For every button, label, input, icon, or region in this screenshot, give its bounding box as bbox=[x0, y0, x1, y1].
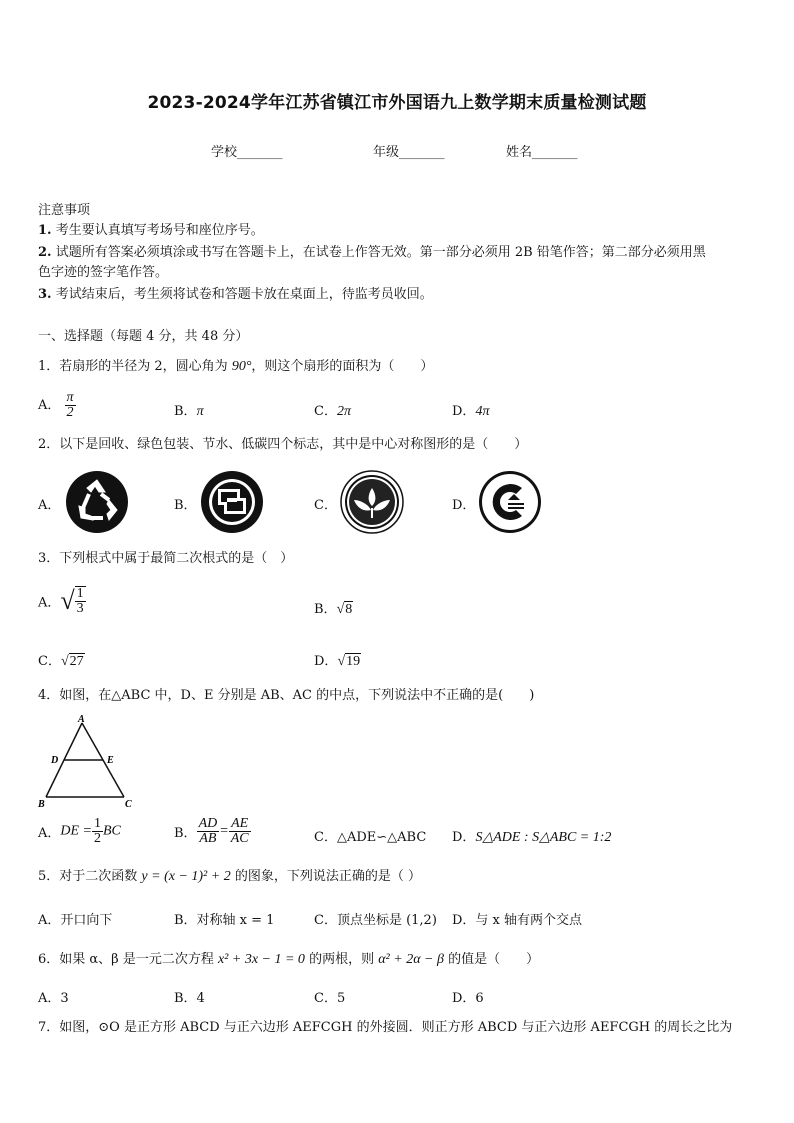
q1-option-b[interactable] bbox=[174, 400, 204, 420]
q3-option-d-label: D． bbox=[314, 654, 338, 669]
q1-option-a-label: A． bbox=[38, 398, 61, 413]
sqrt-sign: √ bbox=[60, 654, 69, 669]
q5-stem-part1: 5．对于二次函数 bbox=[38, 869, 142, 884]
fraction-numerator: π bbox=[66, 390, 74, 405]
note-2 bbox=[38, 243, 706, 263]
sqrt-sign: √ bbox=[60, 586, 75, 615]
question-7: 7．如图，⊙O 是正方形 ABCD 与正六边形 AEFCGH 的外接圆．则正方形 ABCD 与正六边形 AEFCGH 的周长之比为 bbox=[38, 1020, 733, 1035]
note-1 bbox=[38, 221, 264, 241]
sqrt-sign: √ bbox=[336, 602, 345, 617]
note-1-text: 考生要认真填写考场号和座位序号。 bbox=[55, 223, 264, 238]
note-3-text: 考试结束后，考生须将试卷和答题卡放在桌面上，待监考员收回。 bbox=[55, 287, 433, 302]
fraction-denominator: 2 bbox=[94, 831, 101, 846]
q4-option-b-label: B． bbox=[174, 826, 197, 841]
q1-option-c[interactable] bbox=[314, 400, 351, 420]
q6-expression: α² + 2α − β bbox=[378, 952, 444, 967]
q4-option-a[interactable] bbox=[38, 817, 121, 846]
q4-option-b[interactable] bbox=[174, 817, 251, 846]
note-2-text: 试题所有答案必须填涂或书写在答题卡上，在试卷上作答无效。第一部分必须用 2B 铅笔作答；第二部分必须用黑 bbox=[55, 245, 706, 260]
q3-option-a-label: A． bbox=[38, 595, 61, 611]
q1-option-b-value: π bbox=[196, 404, 204, 419]
fraction-denominator: AB bbox=[199, 831, 217, 846]
q6-stem-part2: 的两根，则 bbox=[304, 952, 379, 967]
q6-equation: x² + 3x − 1 = 0 bbox=[217, 952, 305, 967]
label-e: E bbox=[107, 755, 114, 766]
q6-stem-part3: 的值是（ ） bbox=[443, 952, 540, 967]
section-heading: 一、选择题（每题 4 分，共 48 分） bbox=[38, 329, 249, 344]
q6-stem-part1: 6．如果 α、β 是一元二次方程 bbox=[38, 952, 218, 967]
q1-option-c-label: C． bbox=[314, 404, 337, 419]
question-3: 3．下列根式中属于最简二次根式的是（ ） bbox=[38, 551, 294, 566]
q2-option-b-label[interactable]: B． bbox=[174, 498, 197, 513]
q4-option-d[interactable] bbox=[452, 826, 611, 846]
label-c: C bbox=[125, 799, 132, 810]
fraction-numerator: AD bbox=[198, 816, 218, 831]
q3-option-b-value: 8 bbox=[345, 602, 353, 617]
q3-option-b-label: B． bbox=[314, 602, 337, 617]
q3-option-b[interactable] bbox=[314, 598, 353, 618]
note-3 bbox=[38, 285, 433, 305]
q1-option-d-label: D． bbox=[452, 404, 476, 419]
low-carbon-logo[interactable] bbox=[478, 470, 542, 534]
q3-option-d-value: 19 bbox=[346, 654, 361, 669]
q3-option-c-value: 27 bbox=[69, 654, 84, 669]
triangle-figure bbox=[36, 713, 140, 811]
q1-angle: 90° bbox=[231, 359, 252, 374]
grade-field[interactable]: 年级_______ bbox=[373, 145, 445, 160]
question-1 bbox=[38, 357, 433, 377]
q4-option-c-label: C． bbox=[314, 830, 337, 845]
question-4: 4．如图，在△ABC 中，D、E 分别是 AB、AC 的中点，下列说法中不正确的是( ) bbox=[38, 688, 535, 703]
q1-option-a-fraction bbox=[65, 391, 76, 420]
green-package-logo[interactable] bbox=[200, 470, 264, 534]
equals-sign: = bbox=[219, 823, 229, 839]
q3-option-c-label: C． bbox=[38, 654, 61, 669]
q1-option-a[interactable] bbox=[38, 391, 76, 420]
q3-option-d[interactable] bbox=[314, 650, 361, 670]
q5-option-c[interactable]: C．顶点坐标是 (1,2) bbox=[314, 913, 437, 928]
q6-option-a[interactable]: A．3 bbox=[38, 991, 69, 1006]
sqrt-sign: √ bbox=[337, 654, 346, 669]
label-d: D bbox=[51, 755, 59, 766]
q1-stem-part2: ，则这个扇形的面积为（ ） bbox=[251, 359, 434, 374]
q5-stem-part2: 的图象，下列说法正确的是（ ） bbox=[230, 869, 421, 884]
q3-option-a[interactable] bbox=[38, 586, 86, 616]
q4-option-c-value: △ADE∽△ABC bbox=[336, 830, 427, 845]
q5-function: y = (x − 1)² + 2 bbox=[141, 869, 231, 884]
note-3-number: 3. bbox=[38, 287, 52, 302]
q4-option-d-label: D． bbox=[452, 830, 476, 845]
question-5 bbox=[38, 867, 421, 887]
q4-option-d-value: S△ADE : S△ABC = 1:2 bbox=[475, 830, 612, 845]
label-b: B bbox=[38, 799, 45, 810]
q4-option-a-label: A． bbox=[38, 826, 61, 841]
q5-option-d[interactable]: D．与 x 轴有两个交点 bbox=[452, 913, 583, 928]
q5-option-b[interactable]: B．对称轴 x = 1 bbox=[174, 913, 275, 928]
q1-option-b-label: B． bbox=[174, 404, 197, 419]
fraction-denominator: AC bbox=[230, 831, 249, 846]
note-1-number: 1. bbox=[38, 223, 52, 238]
note-2-continued: 色字迹的签字笔作答。 bbox=[38, 265, 169, 280]
name-field[interactable]: 姓名_______ bbox=[506, 145, 578, 160]
question-2: 2．以下是回收、绿色包装、节水、低碳四个标志，其中是中心对称图形的是（ ） bbox=[38, 437, 528, 452]
q2-option-d-label[interactable]: D． bbox=[452, 498, 476, 513]
q6-option-c[interactable]: C．5 bbox=[314, 991, 346, 1006]
recycle-logo[interactable] bbox=[65, 470, 129, 534]
q3-option-a-fraction bbox=[75, 586, 86, 616]
fraction-denominator: 2 bbox=[66, 405, 74, 420]
q4-option-b-fraction-1 bbox=[197, 817, 220, 846]
q3-option-c[interactable] bbox=[38, 650, 85, 670]
water-saving-logo[interactable] bbox=[340, 470, 404, 534]
question-6 bbox=[38, 950, 539, 970]
q2-option-a-label[interactable]: A． bbox=[38, 498, 61, 513]
school-field[interactable]: 学校_______ bbox=[211, 145, 283, 160]
q2-option-c-label[interactable]: C． bbox=[314, 498, 337, 513]
q1-option-d-value: 4π bbox=[475, 404, 490, 419]
q4-option-a-lhs: DE = bbox=[60, 823, 92, 839]
page-title: 2023-2024学年江苏省镇江市外国语九上数学期末质量检测试题 bbox=[147, 93, 647, 113]
fraction-numerator: 1 bbox=[76, 586, 84, 601]
fraction-numerator: 1 bbox=[94, 816, 101, 831]
q4-option-c[interactable] bbox=[314, 826, 426, 845]
fraction-denominator: 3 bbox=[76, 601, 84, 616]
q1-option-d[interactable] bbox=[452, 400, 489, 420]
q5-option-a[interactable]: A．开口向下 bbox=[38, 913, 113, 928]
q4-option-a-fraction bbox=[92, 817, 103, 846]
label-a: A bbox=[78, 714, 85, 725]
q4-option-b-fraction-2 bbox=[229, 817, 251, 846]
q6-option-d[interactable]: D．6 bbox=[452, 991, 484, 1006]
q1-option-c-value: 2π bbox=[336, 404, 351, 419]
q1-stem-part1: 1．若扇形的半径为 2，圆心角为 bbox=[38, 359, 232, 374]
q4-option-a-rhs: BC bbox=[103, 823, 121, 839]
notes-heading: 注意事项 bbox=[38, 203, 91, 218]
fraction-numerator: AE bbox=[229, 817, 251, 832]
q6-option-b[interactable]: B．4 bbox=[174, 991, 205, 1006]
note-2-number: 2. bbox=[38, 245, 52, 260]
